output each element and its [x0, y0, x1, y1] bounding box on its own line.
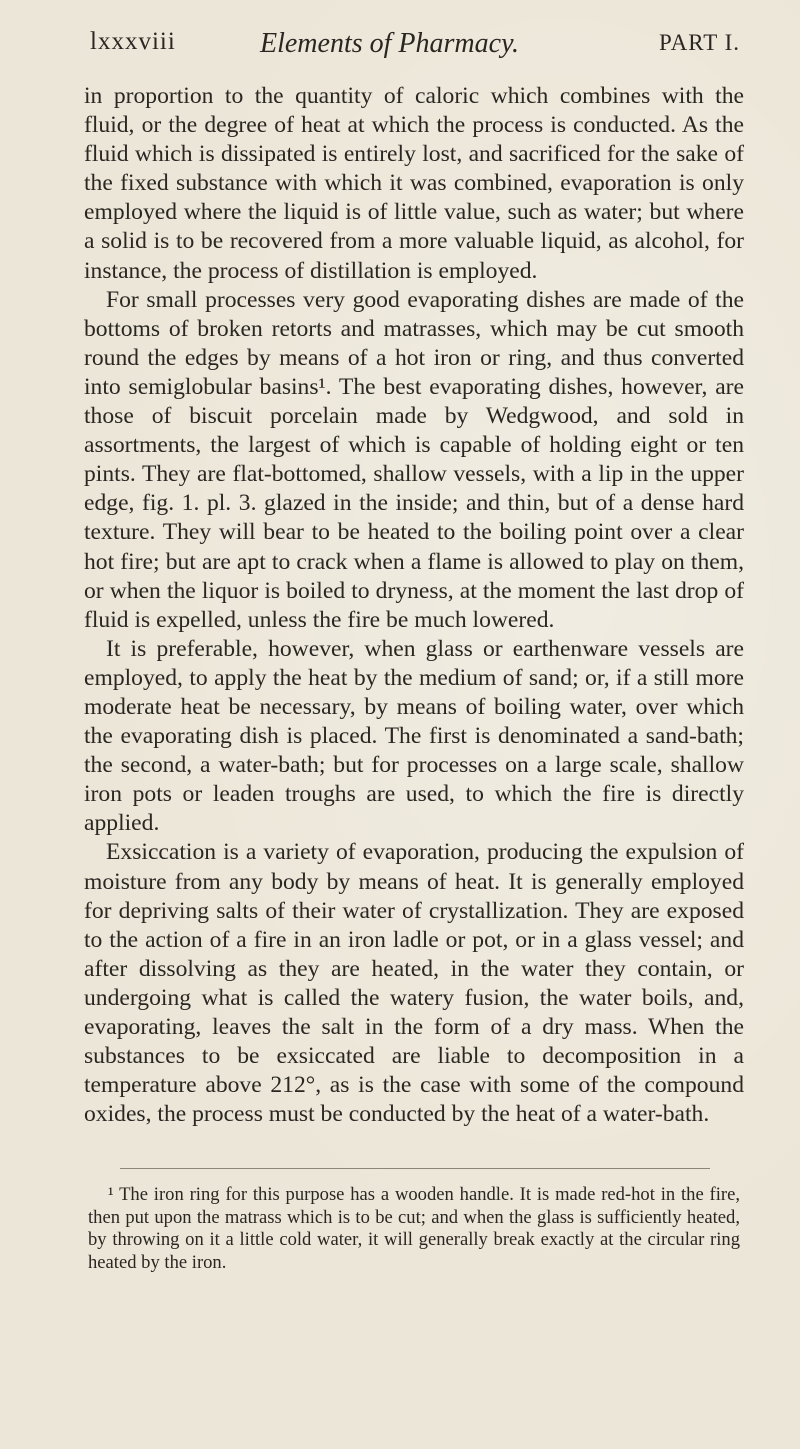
body-text [84, 82, 744, 1129]
paragraph-exsiccation: Exsiccation is a variety of evaporation, producing the expulsion of moisture from any body by means of heat. It is generally employed for depriving salts of their water of crystallization. They are exposed to the action of a fire in an iron ladle or pot, or in a glass vessel; and after dissolving as they are heated, in the water they contain, or undergoing what is called the watery fusion, the water boils, and, evaporating, leaves the salt in the form of a dry mass. When the substances to be exsiccated are liable to decomposition in a temperature above 212°, as is the case with some of the compound oxides, the process must be conducted by the heat of a water-bath. [84, 839, 744, 1128]
page-header [90, 28, 740, 64]
footnote-divider [120, 1168, 710, 1169]
footnote: ¹ The iron ring for this purpose has a wooden handle. It is made red-hot in the fire, then put upon the matrass which is to be cut; and when the glass is sufficiently heated, by throwing on it a little cold water, it will generally break exactly at the circular ring heated by the iron. [88, 1184, 740, 1273]
part-label: PART I. [658, 30, 740, 55]
running-title: Elements of Pharmacy. [260, 28, 519, 59]
paragraph-sand-water-bath: It is preferable, however, when glass or earthenware vessels are employed, to apply the heat by the medium of sand; or, if a still more moderate heat be necessary, by means of boiling water, over which the evaporating dish is placed. The first is denominated a sand-bath; the second, a water-bath; but for processes on a large scale, shallow iron pots or leaden troughs are used, to which the fire is directly applied. [84, 635, 744, 837]
paragraph-evaporating-dishes: For small processes very good evaporating dishes are made of the bottoms of broken retorts and matrasses, which may be cut smooth round the edges by means of a hot iron or ring, and thus converted into semiglobular basins¹. The best evaporating dishes, however, are those of biscuit porcelain made by Wedgwood, and sold in assortments, the largest of which is capable of holding eight or ten pints. They are flat-bottomed, shallow vessels, with a lip in the upper edge, fig. 1. pl. 3. glazed in the inside; and thin, but of a dense hard texture. They will bear to be heated to the boiling point over a clear hot fire; but are apt to crack when a flame is allowed to play on them, or when the liquor is boiled to dryness, at the moment the last drop of fluid is expelled, unless the fire be much lowered. [84, 286, 744, 633]
paragraph-evaporation: in proportion to the quantity of caloric which combines with the fluid, or the degree of heat at which the process is conducted. As the fluid which is dissipated is entirely lost, and sacrificed for the sake of the fixed substance with which it was combined, evaporation is only employed where the liquid is of little value, such as water; but where a solid is to be recovered from a more valuable liquid, as alcohol, for instance, the process of distillation is employed. [84, 83, 744, 284]
page-number: lxxxviii [90, 28, 176, 55]
